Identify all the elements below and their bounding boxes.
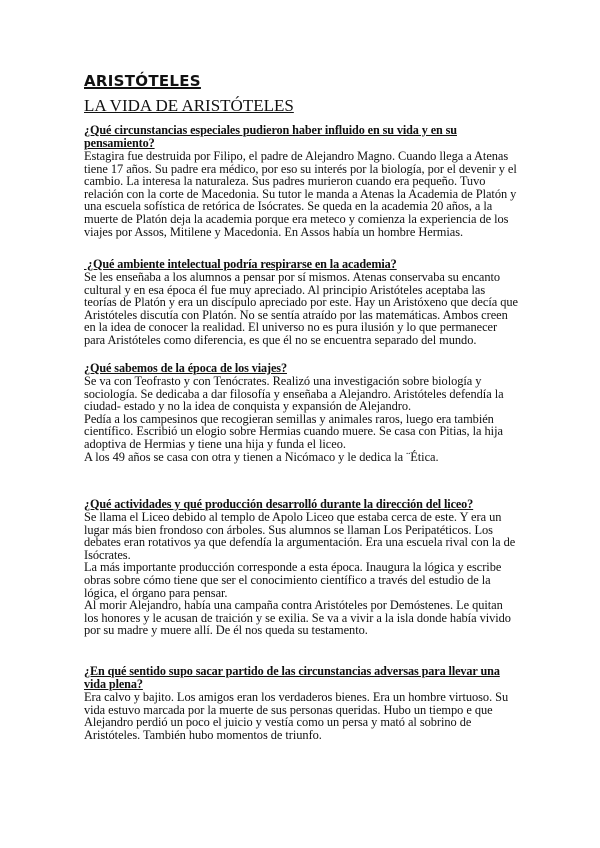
body-line: una escuela sofística de retórica de Isócrates. Se queda en la academia 20 años, a la	[84, 199, 493, 214]
body-line: científico. Escribió un elogio sobre Hermias cuando muere. Se casa con Pitias, la hija	[84, 424, 503, 439]
body-line: en la idea de conocer la realidad. El universo no es pura ilusión y lo que permanecer	[84, 320, 498, 335]
section-body	[84, 511, 524, 637]
body-line: Se llama el Liceo debido al templo de Apolo Liceo que estaba cerca de este. Y era un	[84, 510, 502, 524]
section-heading: ¿Qué circunstancias especiales pudieron haber influido en su vida y en su	[84, 123, 457, 137]
section-3	[84, 362, 524, 463]
section-heading: ¿En qué sentido supo sacar partido de las circunstancias adversas para llevar una	[84, 664, 500, 678]
section-1	[84, 124, 524, 238]
document-subtitle: LA VIDA DE ARISTÓTELES	[84, 96, 294, 115]
section-body	[84, 271, 524, 347]
body-line: Aristóteles discutía con Platón. No se sentía atraído por las matemáticas. Ambos creen	[84, 307, 508, 322]
document-title: ARISTÓTELES	[84, 72, 201, 90]
body-line: Al morir Alejandro, había una campaña contra Aristóteles por Demóstenes. Le quitan	[84, 598, 503, 613]
body-line: ciudad- estado y no la idea de conquista y expansión de Alejandro.	[84, 399, 412, 414]
body-line: muerte de Platón deja la academia porque era meteco y comienza la experiencia de los	[84, 211, 509, 226]
body-line: lugar más bien frondoso con árboles. Sus alumnos se llaman Los Peripatéticos. Los	[84, 522, 493, 537]
section-body	[84, 691, 524, 741]
body-line: Isócrates.	[84, 547, 131, 562]
body-line: obras sobre cómo tiene que ser el conocimiento científico a través del estudio de la	[84, 572, 491, 587]
body-line: para Aristóteles como diferencia, es que él no se encuentra separado del mundo.	[84, 332, 477, 347]
section-4	[84, 498, 524, 637]
body-line: por su madre y muere allí. De él nos queda su testamento.	[84, 623, 368, 638]
body-line: Pedía a los campesinos que recogieran semillas y animales raros, luego era también	[84, 411, 494, 426]
body-line: cultural y en esa época él fue muy apreciado. Al principio Aristóteles aceptaba las	[84, 282, 486, 297]
body-line: Estagira fue destruida por Filipo, el padre de Alejandro Magno. Cuando llega a Atenas	[84, 149, 509, 163]
body-line: Aristóteles. También hubo momentos de triunfo.	[84, 727, 322, 742]
body-line: A los 49 años se casa con otra y tienen a Nicómaco y le dedica la ¨Ética.	[84, 449, 439, 464]
section-body	[84, 150, 524, 238]
body-line: Se va con Teofrasto y con Tenócrates. Realizó una investigación sobre biología y	[84, 374, 482, 388]
body-line: teorías de Platón y era un discípulo apreciado por este. Hay un Aristóxeno que decía que	[84, 295, 518, 310]
section-heading: ¿Qué ambiente intelectual podría respirarse en la academia?	[84, 257, 397, 271]
section-2	[84, 258, 524, 347]
section-heading: ¿Qué actividades y qué producción desarrolló durante la dirección del liceo?	[84, 497, 474, 511]
section-heading: ¿Qué sabemos de la época de los viajes?	[84, 361, 287, 375]
body-line: viajes por Assos, Mitilene y Macedonia. En Assos había un hombre Hermias.	[84, 224, 464, 239]
body-line: Era calvo y bajito. Los amigos eran los verdaderos bienes. Era un hombre virtuoso. Su	[84, 690, 509, 704]
body-line: vida estuvo marcada por la muerte de sus personas queridas. Hubo un tiempo e que	[84, 702, 493, 717]
body-line: Se les enseñaba a los alumnos a pensar por sí mismos. Atenas conservaba su encanto	[84, 270, 501, 284]
body-line: cambio. La interesa la naturaleza. Sus padres murieron cuando era pequeño. Tuvo	[84, 174, 486, 189]
body-line: debates eran rotativos ya que defendía la argumentación. Era una escuela rival con la de	[84, 535, 516, 550]
body-line: La más importante producción corresponde a esta época. Inaugura la lógica y escribe	[84, 560, 502, 575]
body-line: tiene 17 años. Su padre era médico, por eso su interés por la biología, por el devenir y el	[84, 161, 517, 176]
body-line: relación con la corte de Macedonia. Su tutor le manda a Atenas la Academia de Platón y	[84, 186, 517, 201]
body-line: los honores y le acusan de traición y se exilia. Se va a vivir a la isla donde había vivido	[84, 610, 511, 625]
body-line: lógica, el órgano para pensar.	[84, 585, 228, 600]
section-heading: vida plena?	[84, 677, 143, 691]
body-line: adoptiva de Hermias y tiene una hija y funda el liceo.	[84, 436, 346, 451]
section-body	[84, 375, 524, 463]
section-5	[84, 665, 524, 741]
body-line: Alejandro perdió un poco el juicio y vestía como un persa y mató al sobrino de	[84, 715, 472, 730]
section-heading: pensamiento?	[84, 136, 155, 150]
body-line: sociología. Se dedicaba a dar filosofía y enseñaba a Alejandro. Aristóteles defendía la	[84, 386, 504, 401]
